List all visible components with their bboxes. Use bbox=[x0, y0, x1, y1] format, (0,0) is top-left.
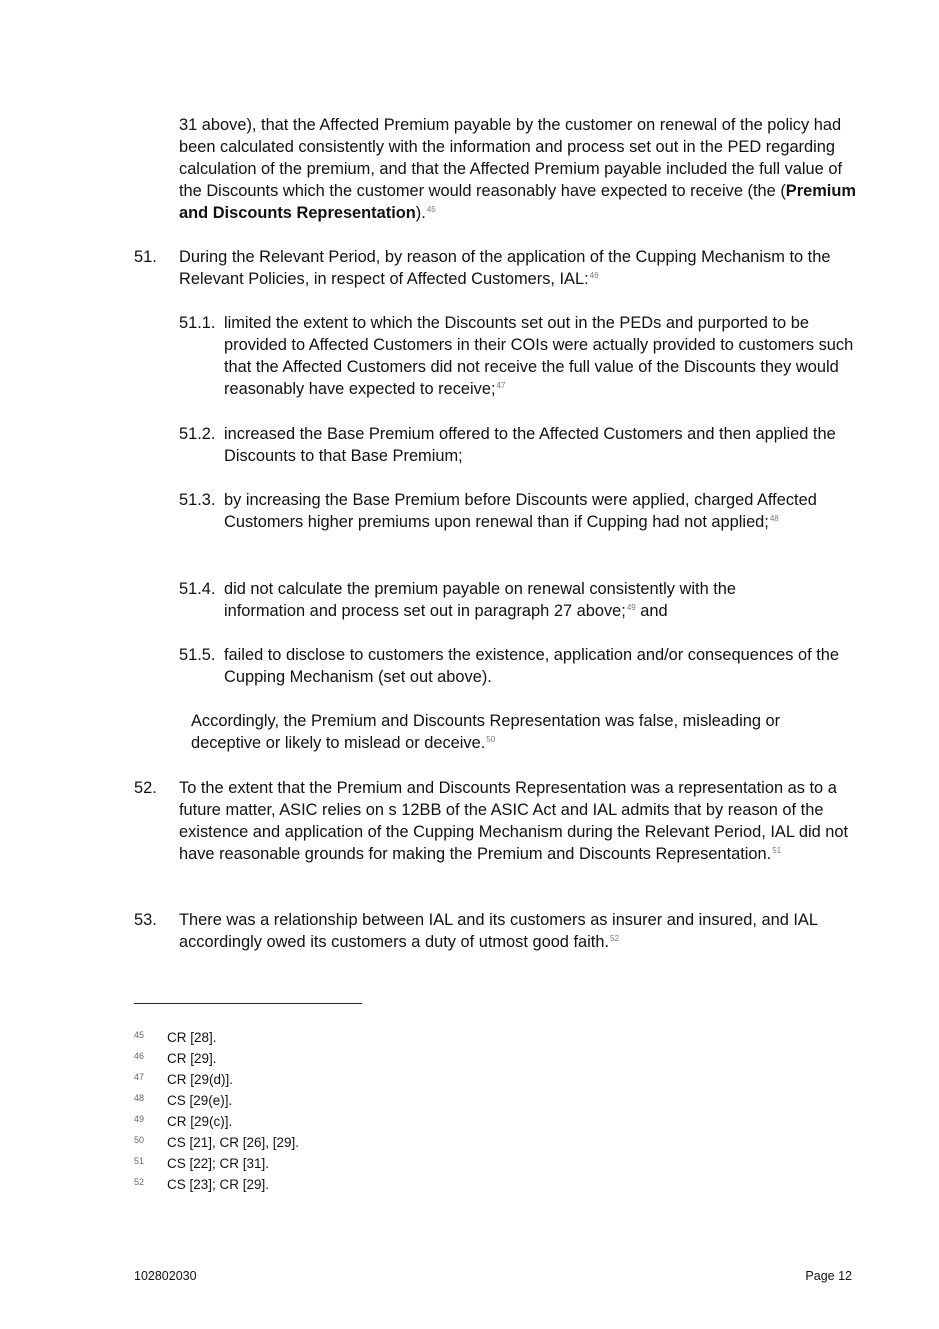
paragraph-52 bbox=[134, 777, 864, 889]
subparagraph-text: failed to disclose to customers the existence, application and/or consequences of the Cupping Mechanism (set out above). bbox=[224, 646, 840, 686]
subparagraph-number: 51.2. bbox=[179, 425, 216, 443]
footnote-ref: 45 bbox=[426, 205, 436, 214]
footnote-ref: 47 bbox=[496, 381, 506, 390]
footnote-number: 50 bbox=[134, 1135, 145, 1145]
footnote-number: 52 bbox=[134, 1177, 145, 1187]
paragraph-number: 51. bbox=[134, 248, 157, 266]
footnote-number: 47 bbox=[134, 1072, 145, 1082]
subparagraph-text: did not calculate the premium payable on renewal consistently with the information and process set out in paragraph 27 above;$^{49}$ and bbox=[224, 580, 737, 620]
footnote-text: CR [28]. bbox=[167, 1030, 217, 1045]
footnote-ref: 52 bbox=[610, 934, 619, 943]
defined-term: Premium and Discounts Representation bbox=[179, 182, 856, 222]
subparagraph-number: 51.4. bbox=[179, 580, 216, 598]
subparagraph-51-4 bbox=[179, 578, 864, 624]
footnote-text: CS [23]; CR [29]. bbox=[167, 1177, 270, 1192]
continuation-paragraph: 31 above), that the Affected Premium payable by the customer on renewal of the policy had been calculated consistently with the information and process set out in the PED regarding calculation of the premium, and that the Affected Premium payable included the full value of the Discounts which the customer would reasonably have expected to receive (the (Premium and Discounts Representation).$^{45}$ bbox=[179, 116, 856, 222]
paragraph-text: There was a relationship between IAL and its customers as insurer and insured, and IAL accordingly owed its customers a duty of utmost good faith.$^{52}$ bbox=[179, 911, 818, 951]
footnote-text: CR [29(c)]. bbox=[167, 1114, 233, 1129]
subparagraph-51-5 bbox=[179, 644, 864, 690]
footnote-number: 48 bbox=[134, 1093, 145, 1103]
subparagraph-text: by increasing the Base Premium before Discounts were applied, charged Affected Customers higher premiums upon renewal than if Cupping had not applied;$^{48}$ bbox=[224, 491, 817, 531]
footnote-number: 49 bbox=[134, 1114, 145, 1124]
document-id: 102802030 bbox=[134, 1269, 197, 1283]
footnote-ref: 46 bbox=[589, 271, 599, 280]
paragraph-number: 52. bbox=[134, 779, 157, 797]
footnote-ref: 49 bbox=[626, 603, 636, 612]
footnote-number: 45 bbox=[134, 1030, 145, 1040]
subparagraph-number: 51.5. bbox=[179, 646, 216, 664]
footnote-text: CS [21], CR [26], [29]. bbox=[167, 1135, 300, 1150]
footnote-separator bbox=[134, 1003, 362, 1004]
subparagraph-51-2 bbox=[179, 423, 864, 469]
footnote-number: 51 bbox=[134, 1156, 145, 1166]
page-number: Page 12 bbox=[805, 1269, 852, 1283]
subparagraph-number: 51.1. bbox=[179, 314, 216, 332]
subparagraph-51-1 bbox=[179, 312, 864, 402]
paragraph-number: 53. bbox=[134, 911, 157, 929]
subparagraph-51-3 bbox=[179, 489, 864, 557]
paragraph-53 bbox=[134, 909, 864, 955]
paragraph-51 bbox=[134, 246, 864, 292]
continuation-text: 31 above), that the Affected Premium payable by the customer on renewal of the policy had been calculated consistently with the information and process set out in the PED regarding calculation of the premium, and that the Affected Premium payable included the full value of the Discounts which the customer would reasonably have expected to receive (the bbox=[179, 116, 843, 200]
footnote-ref: 50 bbox=[486, 735, 496, 744]
paragraph-51-conclusion: Accordingly, the Premium and Discounts Representation was false, misleading or deceptive or likely to mislead or deceive.$^{50}$ bbox=[191, 712, 781, 752]
footnote-number: 46 bbox=[134, 1051, 145, 1061]
subparagraph-number: 51.3. bbox=[179, 491, 216, 509]
footnote-text: CR [29(d)]. bbox=[167, 1072, 234, 1087]
footnote-text: CR [29]. bbox=[167, 1051, 217, 1066]
paragraph-text: To the extent that the Premium and Discounts Representation was a representation as to a future matter, ASIC relies on s 12BB of the ASIC Act and IAL admits that by reason of the existence and application of the Cupping Mechanism during the Relevant Period, IAL did not have reasonable grounds for making the Premium and Discounts Representation.$^{51}$ bbox=[179, 779, 849, 863]
footnote-text: CS [22]; CR [31]. bbox=[167, 1156, 270, 1171]
footnote-ref: 51 bbox=[772, 846, 782, 855]
footnote-ref: 48 bbox=[769, 514, 779, 523]
continuation-end: ). bbox=[415, 204, 426, 222]
subparagraph-text: limited the extent to which the Discounts set out in the PEDs and purported to be provided to Affected Customers in their COIs were actually provided to customers such that the Affected Customers did not receive the full value of the Discounts they would reasonably have expected to receive;$^{47}$ bbox=[224, 314, 854, 398]
footnote-text: CS [29(e)]. bbox=[167, 1093, 233, 1108]
paragraph-text: During the Relevant Period, by reason of the application of the Cupping Mechanism to the Relevant Policies, in respect of Affected Customers, IAL:$^{46}$ bbox=[179, 248, 831, 288]
subparagraph-text: increased the Base Premium offered to the Affected Customers and then applied the Discounts to that Base Premium; bbox=[224, 425, 836, 465]
